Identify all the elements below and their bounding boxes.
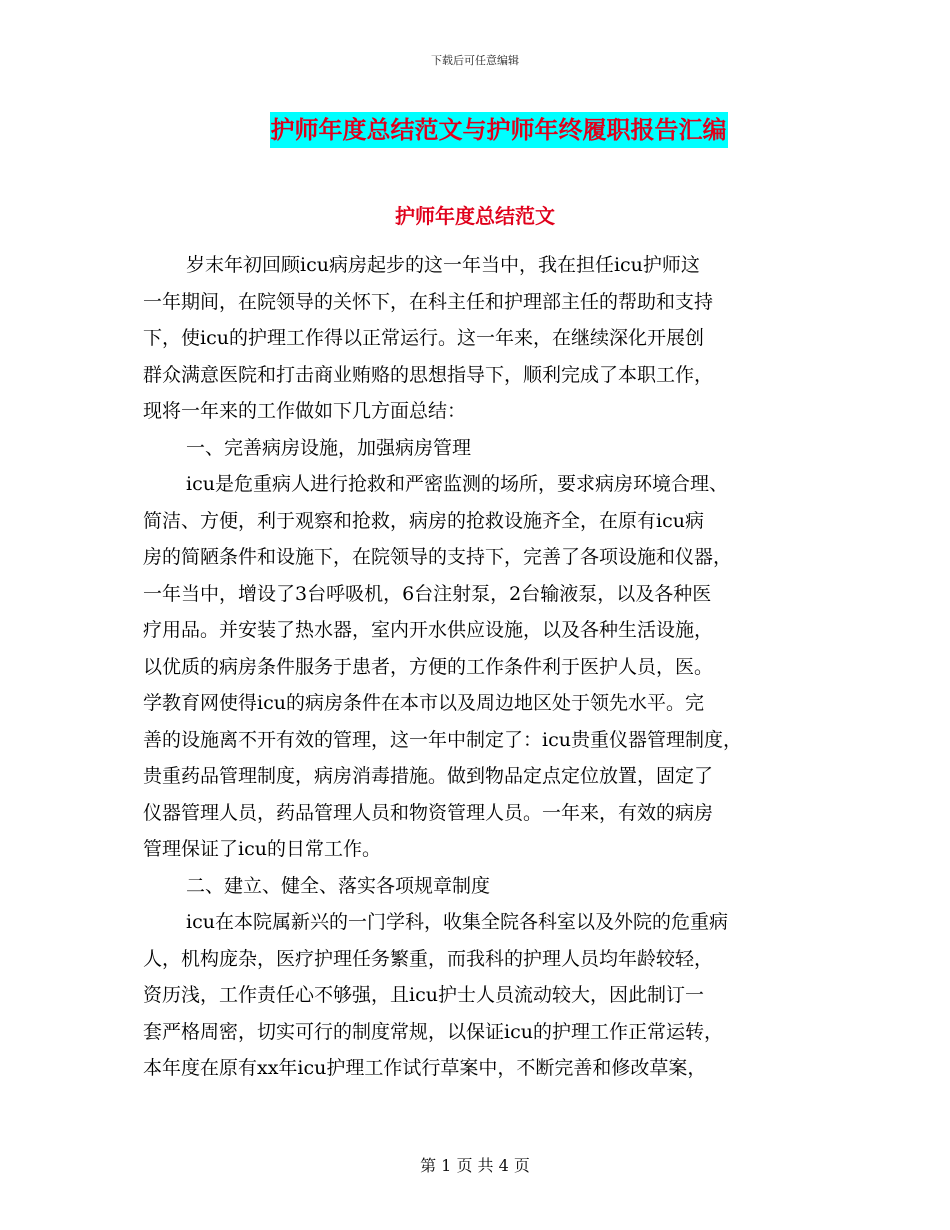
paragraph-line: 房的简陋条件和设施下，在院领导的支持下，完善了各项设施和仪器， (143, 546, 733, 568)
section-title: 护师年度总结范文 (395, 204, 555, 228)
paragraph-line: 套严格周密，切实可行的制度常规，以保证icu的护理工作正常运转， (143, 1020, 723, 1043)
paragraph-line: 岁末年初回顾icu病房起步的这一年当中，我在担任icu护师这 (186, 254, 700, 276)
paragraph-line: icu是危重病人进行抢救和严密监测的场所，要求病房环境合理、 (186, 473, 728, 495)
page-footer: 第 1 页 共 4 页 (420, 1156, 530, 1175)
paragraph-line: 疗用品。并安装了热水器，室内开水供应设施，以及各种生活设施， (143, 619, 714, 641)
document-body (143, 247, 843, 1087)
paragraph-line: 现将一年来的工作做如下几方面总结： (143, 400, 467, 422)
paragraph-line: 学教育网使得icu的病房条件在本市以及周边地区处于领先水平。完 (143, 692, 704, 714)
paragraph-line: icu在本院属新兴的一门学科，收集全院各科室以及外院的危重病 (186, 911, 728, 933)
page-header: 下载后可任意编辑 (431, 54, 519, 67)
paragraph-line: 人，机构庞杂，医疗护理任务繁重，而我科的护理人员均年龄较轻， (143, 947, 714, 970)
document-title-container (0, 112, 950, 148)
paragraph-line: 贵重药品管理制度，病房消毒措施。做到物品定点定位放置，固定了 (143, 765, 714, 787)
paragraph-line: 群众满意医院和打击商业贿赂的思想指导下，顺利完成了本职工作， (143, 363, 714, 386)
subheading-line: 一、完善病房设施，加强病房管理 (186, 436, 472, 459)
paragraph-line: 一年当中，增设了3台呼吸机，6台注射泵，2台输液泵，以及各种医 (143, 582, 712, 605)
paragraph-line: 简洁、方便，利于观察和抢救，病房的抢救设施齐全，在原有icu病 (143, 509, 704, 532)
paragraph-line: 一年期间，在院领导的关怀下，在科主任和护理部主任的帮助和支持 (143, 290, 714, 313)
paragraph-line: 下，使icu的护理工作得以正常运行。这一年来，在继续深化开展创 (143, 327, 704, 349)
paragraph-line: 以优质的病房条件服务于患者，方便的工作条件利于医护人员，医。 (143, 655, 714, 678)
paragraph-line: 善的设施离不开有效的管理，这一年中制定了：icu贵重仪器管理制度， (143, 728, 742, 751)
subheading-line: 二、建立、健全、落实各项规章制度 (186, 874, 491, 897)
paragraph-line: 资历浅，工作责任心不够强，且icu护士人员流动较大，因此制订一 (143, 984, 704, 1006)
paragraph-line: 仪器管理人员，药品管理人员和物资管理人员。一年来，有效的病房 (143, 801, 714, 824)
paragraph-line: 管理保证了icu的日常工作。 (143, 838, 381, 860)
document-title: 护师年度总结范文与护师年终履职报告汇编 (270, 112, 728, 148)
paragraph-line: 本年度在原有xx年icu护理工作试行草案中，不断完善和修改草案， (143, 1057, 707, 1079)
